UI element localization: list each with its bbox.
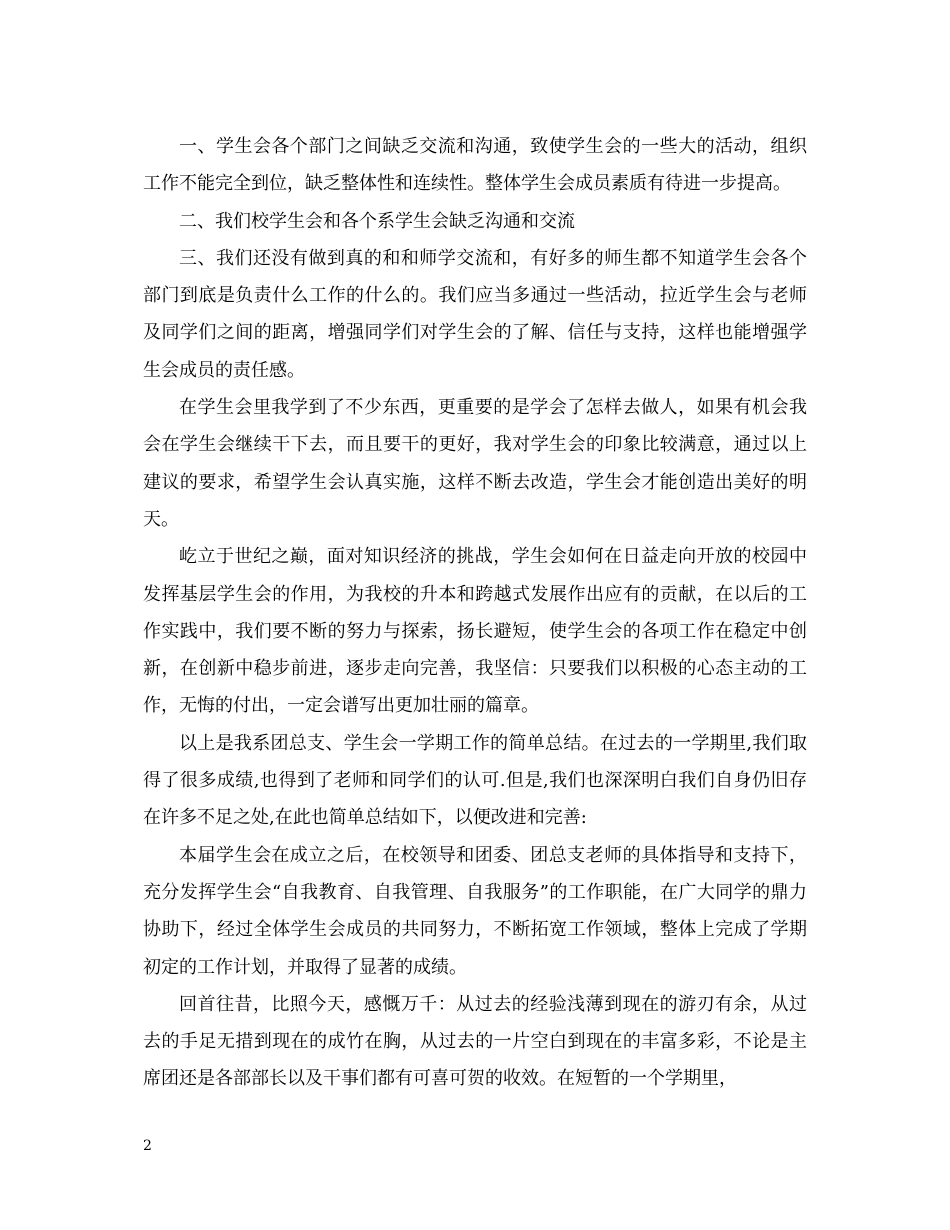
paragraph-7: 本届学生会在成立之后，在校领导和团委、团总支老师的具体指导和支持下，充分发挥学生会“自我教育、自我管理、自我服务”的工作职能，在广大同学的鼎力协助下，经过全体学生会成员的共同努力，不断拓宽工作领域，整体上完成了学期初定的工作计划，并取得了显著的成绩。 — [143, 844, 807, 978]
paragraph-3: 三、我们还没有做到真的和和师学交流和，有好多的师生都不知道学生会各个部门到底是负责什么工作的什么的。我们应当多通过一些活动，拉近学生会与老师及同学们之间的距离，增强同学们对学生会的了解、信任与支持，这样也能增强学生会成员的责任感。 — [143, 247, 807, 381]
paragraph-1: 一、学生会各个部门之间缺乏交流和沟通，致使学生会的一些大的活动，组织工作不能完全到位，缺乏整体性和连续性。整体学生会成员素质有待进一步提高。 — [143, 136, 807, 195]
document-body — [143, 128, 807, 1098]
paragraph-2: 二、我们校学生会和各个系学生会缺乏沟通和交流 — [179, 210, 575, 232]
paragraph-6: 以上是我系团总支、学生会一学期工作的简单总结。在过去的一学期里,我们取得了很多成绩,也得到了老师和同学们的认可.但是,我们也深深明白我们自身仍旧存在许多不足之处,在此也简单总结如下，以便改进和完善: — [143, 732, 807, 829]
paragraph-5: 屹立于世纪之巅，面对知识经济的挑战，学生会如何在日益走向开放的校园中发挥基层学生会的作用，为我校的升本和跨越式发展作出应有的贡献，在以后的工作实践中，我们要不断的努力与探索，扬长避短，使学生会的各项工作在稳定中创新，在创新中稳步前进，逐步走向完善，我坚信：只要我们以积极的心态主动的工作，无悔的付出，一定会谱写出更加壮丽的篇章。 — [143, 546, 807, 717]
paragraph-8: 回首往昔，比照今天，感慨万千：从过去的经验浅薄到现在的游刃有余，从过去的手足无措到现在的成竹在胸，从过去的一片空白到现在的丰富多彩，不论是主席团还是各部部长以及干事们都有可喜可贺的收效。在短暂的一个学期里， — [143, 993, 807, 1090]
page-number: 2 — [143, 1138, 152, 1154]
paragraph-4: 在学生会里我学到了不少东西，更重要的是学会了怎样去做人，如果有机会我会在学生会继续干下去，而且要干的更好，我对学生会的印象比较满意，通过以上建议的要求，希望学生会认真实施，这样不断去改造，学生会才能创造出美好的明天。 — [143, 397, 807, 530]
